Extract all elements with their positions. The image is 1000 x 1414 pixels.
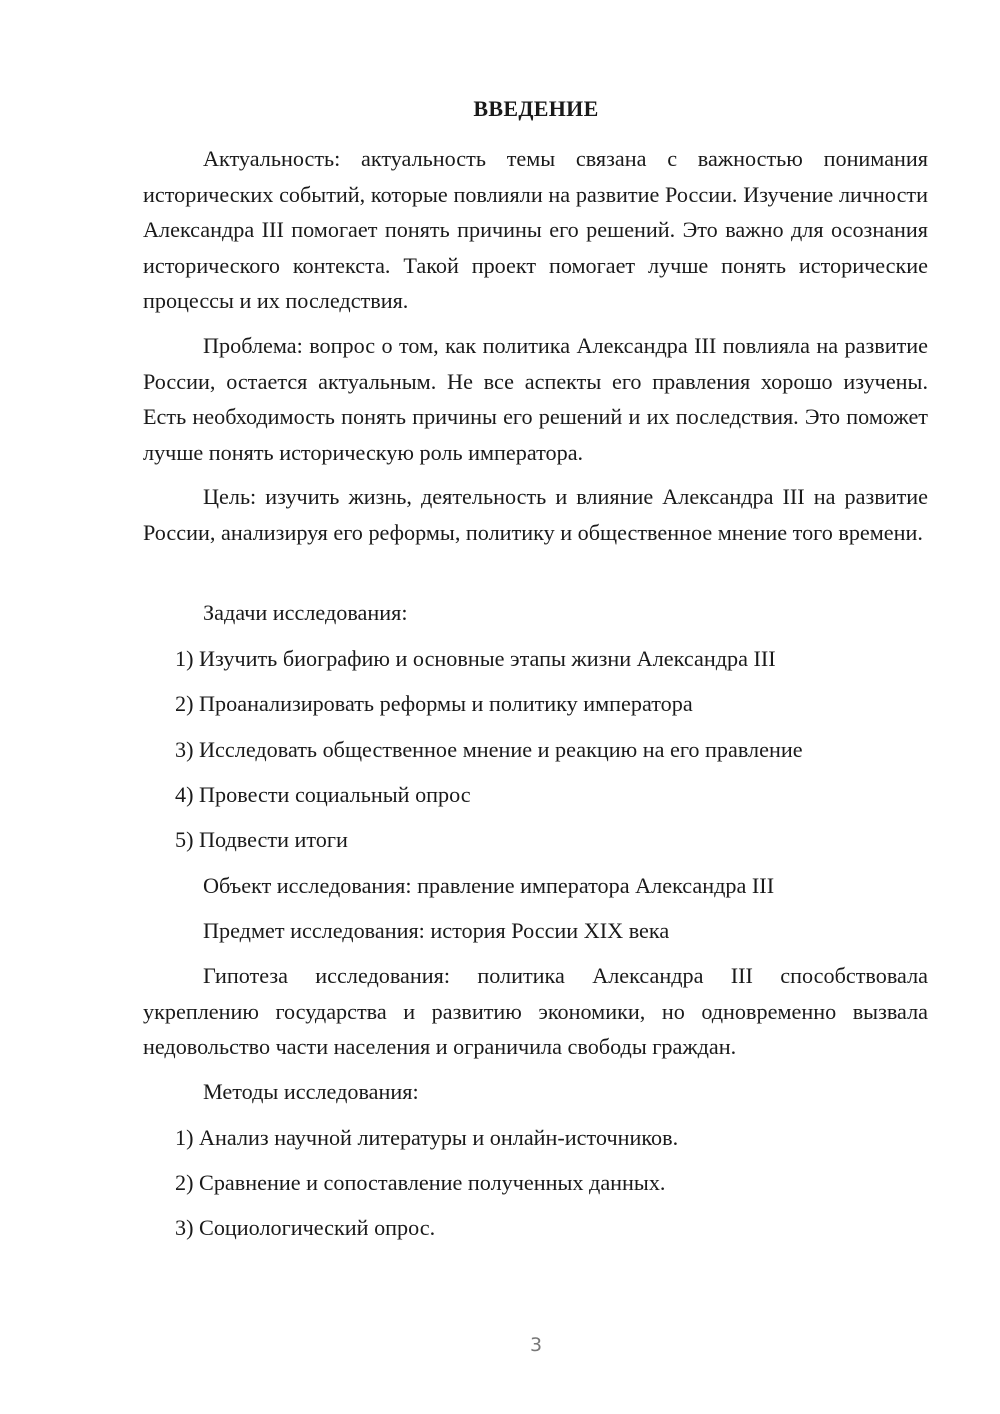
tasks-heading: Задачи исследования: [203, 600, 408, 625]
method-item: 2) Сравнение и сопоставление полученных данных. [175, 1170, 666, 1195]
method-item: 3) Социологический опрос. [175, 1215, 436, 1240]
task-item: 3) Исследовать общественное мнение и реакцию на его правление [175, 737, 803, 762]
page-number: 3 [529, 1334, 543, 1356]
task-item: 1) Изучить биографию и основные этапы жизни Александра III [175, 646, 776, 671]
task-item: 5) Подвести итоги [175, 827, 348, 852]
research-object: Объект исследования: правление императора Александра III [203, 873, 775, 898]
task-item: 4) Провести социальный опрос [175, 782, 471, 807]
hypothesis-paragraph: Гипотеза исследования: политика Александра III способствовала укреплению государства и развитию экономики, но одновременно вызвала недовольство части населения и ограничила свободы граждан. [143, 963, 928, 1060]
goal-paragraph: Цель: изучить жизнь, деятельность и влияние Александра III на развитие России, анализируя его реформы, политику и общественное мнение того времени. [143, 484, 928, 545]
relevance-paragraph: Актуальность: актуальность темы связана с важностью понимания исторических событий, которые повлияли на развитие России. Изучение личности Александра III помогает понять причины его решений. Это важно для осознания исторического контекста. Такой проект помогает лучше понять исторические процессы и их последствия. [143, 146, 928, 314]
research-subject: Предмет исследования: история России XIX века [203, 918, 670, 943]
method-item: 1) Анализ научной литературы и онлайн-источников. [175, 1125, 679, 1150]
methods-heading: Методы исследования: [203, 1079, 419, 1104]
problem-paragraph: Проблема: вопрос о том, как политика Александра III повлияла на развитие России, остается актуальным. Не все аспекты его правления хорошо изучены. Есть необходимость понять причины его решений и их последствия. Это поможет лучше понять историческую роль императора. [143, 333, 928, 465]
task-item: 2) Проанализировать реформы и политику императора [175, 691, 693, 716]
section-title: ВВЕДЕНИЕ [473, 96, 599, 121]
